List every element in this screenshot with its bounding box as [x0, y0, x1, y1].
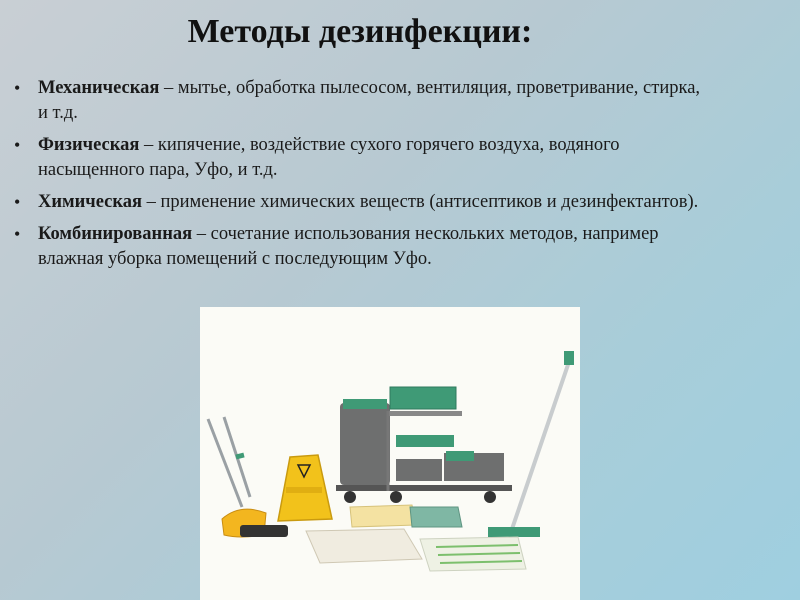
- list-item: [14, 76, 704, 126]
- list-item: [14, 133, 704, 183]
- bullet-term: Химическая: [38, 192, 142, 212]
- list-item: [14, 222, 704, 272]
- dustpan-icon: [208, 417, 288, 537]
- mop-pads-icon: [306, 505, 526, 571]
- bullet-icon: •: [14, 224, 21, 244]
- cleaning-equipment-illustration: [200, 307, 580, 600]
- bullet-term: Механическая: [38, 78, 160, 98]
- bullet-text: – мытье, обработка пылесосом, вентиляция, проветривание, стирка, и т.д.: [38, 78, 701, 123]
- bullet-term: Физическая: [38, 135, 140, 155]
- bullet-icon: •: [14, 78, 21, 98]
- bullet-text: – кипячение, воздействие сухого горячего воздуха, водяного насыщенного пара, Уфо, и т.д.: [38, 135, 620, 180]
- bullet-icon: •: [14, 135, 21, 155]
- cleaning-equipment-image: [200, 307, 580, 600]
- bullet-text: – применение химических веществ (антисептиков и дезинфектантов).: [142, 192, 699, 212]
- slide-title: Методы дезинфекции:: [187, 13, 533, 50]
- list-item: [14, 190, 704, 215]
- bullet-list: [14, 76, 704, 279]
- bullet-text: – сочетание использования нескольких методов, например влажная уборка помещений с последующим Уфо.: [38, 224, 659, 269]
- bullet-term: Комбинированная: [38, 224, 193, 244]
- bullet-icon: •: [14, 192, 21, 212]
- cleaning-cart-icon: [336, 387, 512, 503]
- mop-icon: [488, 351, 574, 537]
- wet-floor-sign-icon: [278, 455, 332, 521]
